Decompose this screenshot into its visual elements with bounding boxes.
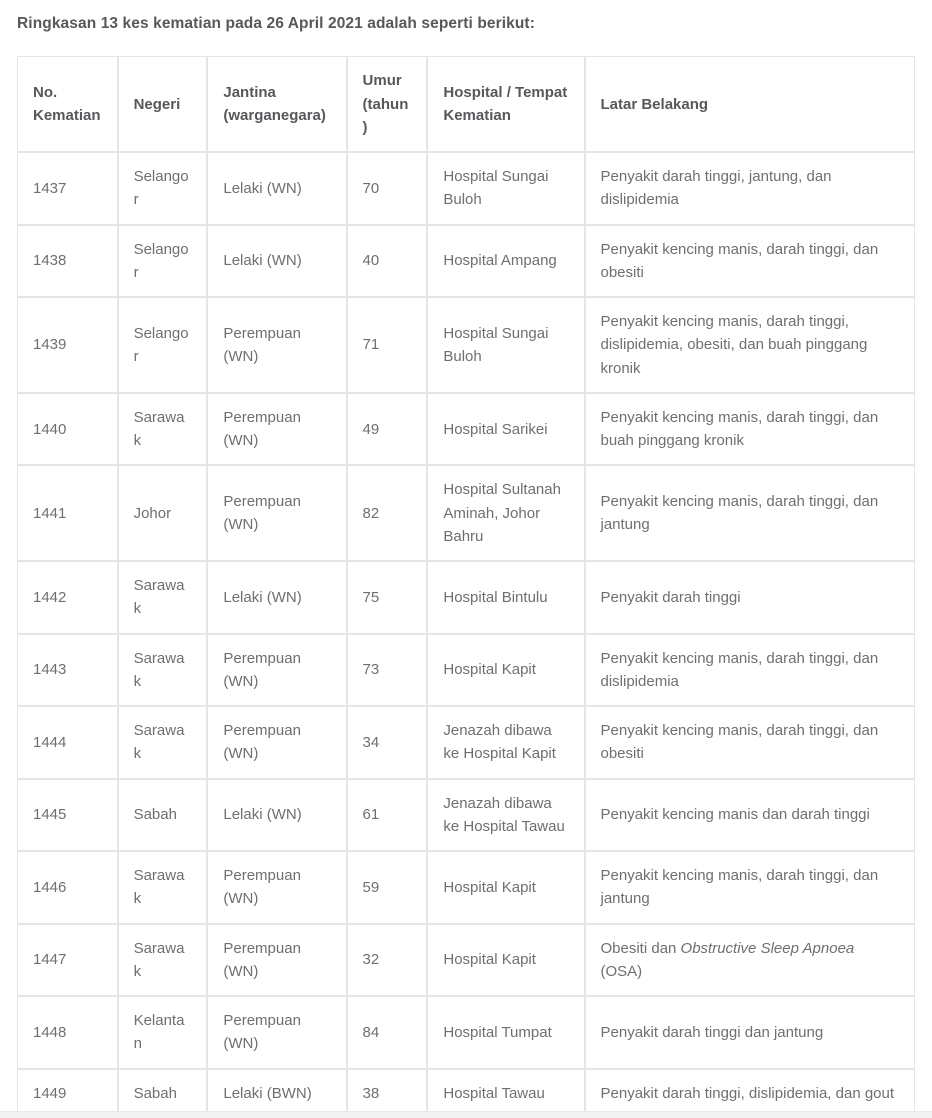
cell-umur: 32 — [347, 924, 428, 997]
latar-segment: Penyakit kencing manis, darah tinggi, dan dislipidemia — [600, 649, 879, 690]
column-header-negeri: Negeri — [118, 56, 208, 152]
cell-hospital: Jenazah dibawa ke Hospital Kapit — [427, 706, 584, 779]
latar-segment: Penyakit kencing manis dan darah tinggi — [600, 806, 870, 824]
column-header-no-kematian: No. Kematian — [17, 56, 118, 152]
cell-latar-belakang — [585, 393, 916, 466]
cell-negeri: Sabah — [118, 1069, 208, 1118]
cell-umur: 84 — [347, 996, 428, 1069]
cell-no-kematian: 1438 — [17, 225, 118, 298]
table-body — [17, 152, 915, 1118]
cell-jantina: Perempuan (WN) — [207, 996, 346, 1069]
bottom-section-divider — [0, 1111, 932, 1118]
cell-umur: 73 — [347, 634, 428, 707]
cell-umur: 71 — [347, 297, 428, 393]
cell-no-kematian: 1448 — [17, 996, 118, 1069]
cell-no-kematian: 1440 — [17, 393, 118, 466]
table-row — [17, 851, 915, 924]
cell-negeri: Sarawak — [118, 393, 208, 466]
latar-segment: Penyakit darah tinggi, jantung, dan dislipidemia — [600, 168, 832, 209]
cell-umur: 70 — [347, 152, 428, 225]
cell-no-kematian: 1446 — [17, 851, 118, 924]
cell-hospital: Hospital Kapit — [427, 924, 584, 997]
cell-umur: 75 — [347, 561, 428, 634]
cell-hospital: Hospital Ampang — [427, 225, 584, 298]
cell-latar-belakang — [585, 851, 916, 924]
cell-no-kematian: 1439 — [17, 297, 118, 393]
cell-negeri: Kelantan — [118, 996, 208, 1069]
table-row — [17, 152, 915, 225]
table-row — [17, 297, 915, 393]
table-header-row — [17, 56, 915, 152]
table-row — [17, 779, 915, 852]
cell-hospital: Hospital Sultanah Aminah, Johor Bahru — [427, 465, 584, 561]
cell-no-kematian: 1437 — [17, 152, 118, 225]
cell-latar-belakang — [585, 996, 916, 1069]
cell-no-kematian: 1441 — [17, 465, 118, 561]
cell-hospital: Hospital Kapit — [427, 634, 584, 707]
deaths-summary-table — [17, 56, 915, 1118]
cell-latar-belakang — [585, 706, 916, 779]
cell-jantina: Lelaki (WN) — [207, 152, 346, 225]
cell-hospital: Hospital Sarikei — [427, 393, 584, 466]
latar-segment: Penyakit darah tinggi — [600, 588, 741, 606]
latar-segment-italic: Obstructive Sleep Apnoea — [680, 939, 855, 957]
cell-negeri: Selangor — [118, 152, 208, 225]
latar-segment: (OSA) — [600, 962, 643, 980]
table-row — [17, 561, 915, 634]
cell-negeri: Selangor — [118, 225, 208, 298]
latar-segment: Penyakit kencing manis, darah tinggi, dan jantung — [600, 867, 879, 908]
cell-umur: 82 — [347, 465, 428, 561]
cell-hospital: Hospital Kapit — [427, 851, 584, 924]
cell-jantina: Perempuan (WN) — [207, 297, 346, 393]
table-row — [17, 393, 915, 466]
table-row — [17, 465, 915, 561]
latar-segment: Penyakit kencing manis, darah tinggi, dan obesiti — [600, 240, 879, 281]
cell-latar-belakang — [585, 152, 916, 225]
cell-umur: 40 — [347, 225, 428, 298]
cell-no-kematian: 1449 — [17, 1069, 118, 1118]
cell-no-kematian: 1445 — [17, 779, 118, 852]
cell-umur: 34 — [347, 706, 428, 779]
latar-segment: Penyakit kencing manis, darah tinggi, dislipidemia, obesiti, dan buah pinggang kronik — [600, 313, 868, 377]
latar-segment: Obesiti dan — [600, 939, 681, 957]
cell-latar-belakang — [585, 561, 916, 634]
cell-jantina: Perempuan (WN) — [207, 393, 346, 466]
table-row — [17, 706, 915, 779]
cell-umur: 61 — [347, 779, 428, 852]
cell-negeri: Sarawak — [118, 924, 208, 997]
table-row — [17, 996, 915, 1069]
cell-latar-belakang — [585, 225, 916, 298]
cell-jantina: Lelaki (WN) — [207, 225, 346, 298]
table-row — [17, 225, 915, 298]
table-row — [17, 924, 915, 997]
table-row — [17, 634, 915, 707]
cell-negeri: Sarawak — [118, 851, 208, 924]
page-title: Ringkasan 13 kes kematian pada 26 April 2021 adalah seperti berikut: — [17, 15, 535, 32]
cell-jantina: Lelaki (WN) — [207, 779, 346, 852]
cell-hospital: Hospital Tumpat — [427, 996, 584, 1069]
cell-latar-belakang — [585, 924, 916, 997]
column-header-umur: Umur (tahun) — [347, 56, 428, 152]
cell-latar-belakang — [585, 779, 916, 852]
cell-hospital: Hospital Tawau — [427, 1069, 584, 1118]
column-header-hospital-tempat-kematian: Hospital / Tempat Kematian — [427, 56, 584, 152]
cell-jantina: Perempuan (WN) — [207, 465, 346, 561]
cell-negeri: Johor — [118, 465, 208, 561]
cell-jantina: Perempuan (WN) — [207, 706, 346, 779]
cell-latar-belakang — [585, 297, 916, 393]
cell-negeri: Selangor — [118, 297, 208, 393]
cell-hospital: Hospital Sungai Buloh — [427, 152, 584, 225]
cell-no-kematian: 1442 — [17, 561, 118, 634]
cell-negeri: Sarawak — [118, 561, 208, 634]
cell-negeri: Sarawak — [118, 706, 208, 779]
latar-segment: Penyakit kencing manis, darah tinggi, dan jantung — [600, 493, 879, 534]
cell-no-kematian: 1444 — [17, 706, 118, 779]
cell-negeri: Sarawak — [118, 634, 208, 707]
cell-hospital: Jenazah dibawa ke Hospital Tawau — [427, 779, 584, 852]
cell-umur: 49 — [347, 393, 428, 466]
column-header-latar-belakang: Latar Belakang — [585, 56, 916, 152]
cell-jantina: Lelaki (WN) — [207, 561, 346, 634]
cell-jantina: Perempuan (WN) — [207, 851, 346, 924]
cell-latar-belakang — [585, 634, 916, 707]
cell-latar-belakang — [585, 465, 916, 561]
cell-no-kematian: 1447 — [17, 924, 118, 997]
latar-segment: Penyakit kencing manis, darah tinggi, dan buah pinggang kronik — [600, 408, 879, 450]
cell-jantina: Lelaki (BWN) — [207, 1069, 346, 1118]
latar-segment: Penyakit darah tinggi dan jantung — [600, 1023, 824, 1041]
cell-hospital: Hospital Sungai Buloh — [427, 297, 584, 393]
cell-umur: 59 — [347, 851, 428, 924]
latar-segment: Penyakit kencing manis, darah tinggi, dan obesiti — [600, 722, 879, 763]
cell-jantina: Perempuan (WN) — [207, 924, 346, 997]
column-header-jantina: Jantina (warganegara) — [207, 56, 346, 152]
cell-umur: 38 — [347, 1069, 428, 1118]
cell-no-kematian: 1443 — [17, 634, 118, 707]
cell-hospital: Hospital Bintulu — [427, 561, 584, 634]
cell-negeri: Sabah — [118, 779, 208, 852]
latar-segment: Penyakit darah tinggi, dislipidemia, dan gout — [600, 1084, 895, 1102]
cell-jantina: Perempuan (WN) — [207, 634, 346, 707]
